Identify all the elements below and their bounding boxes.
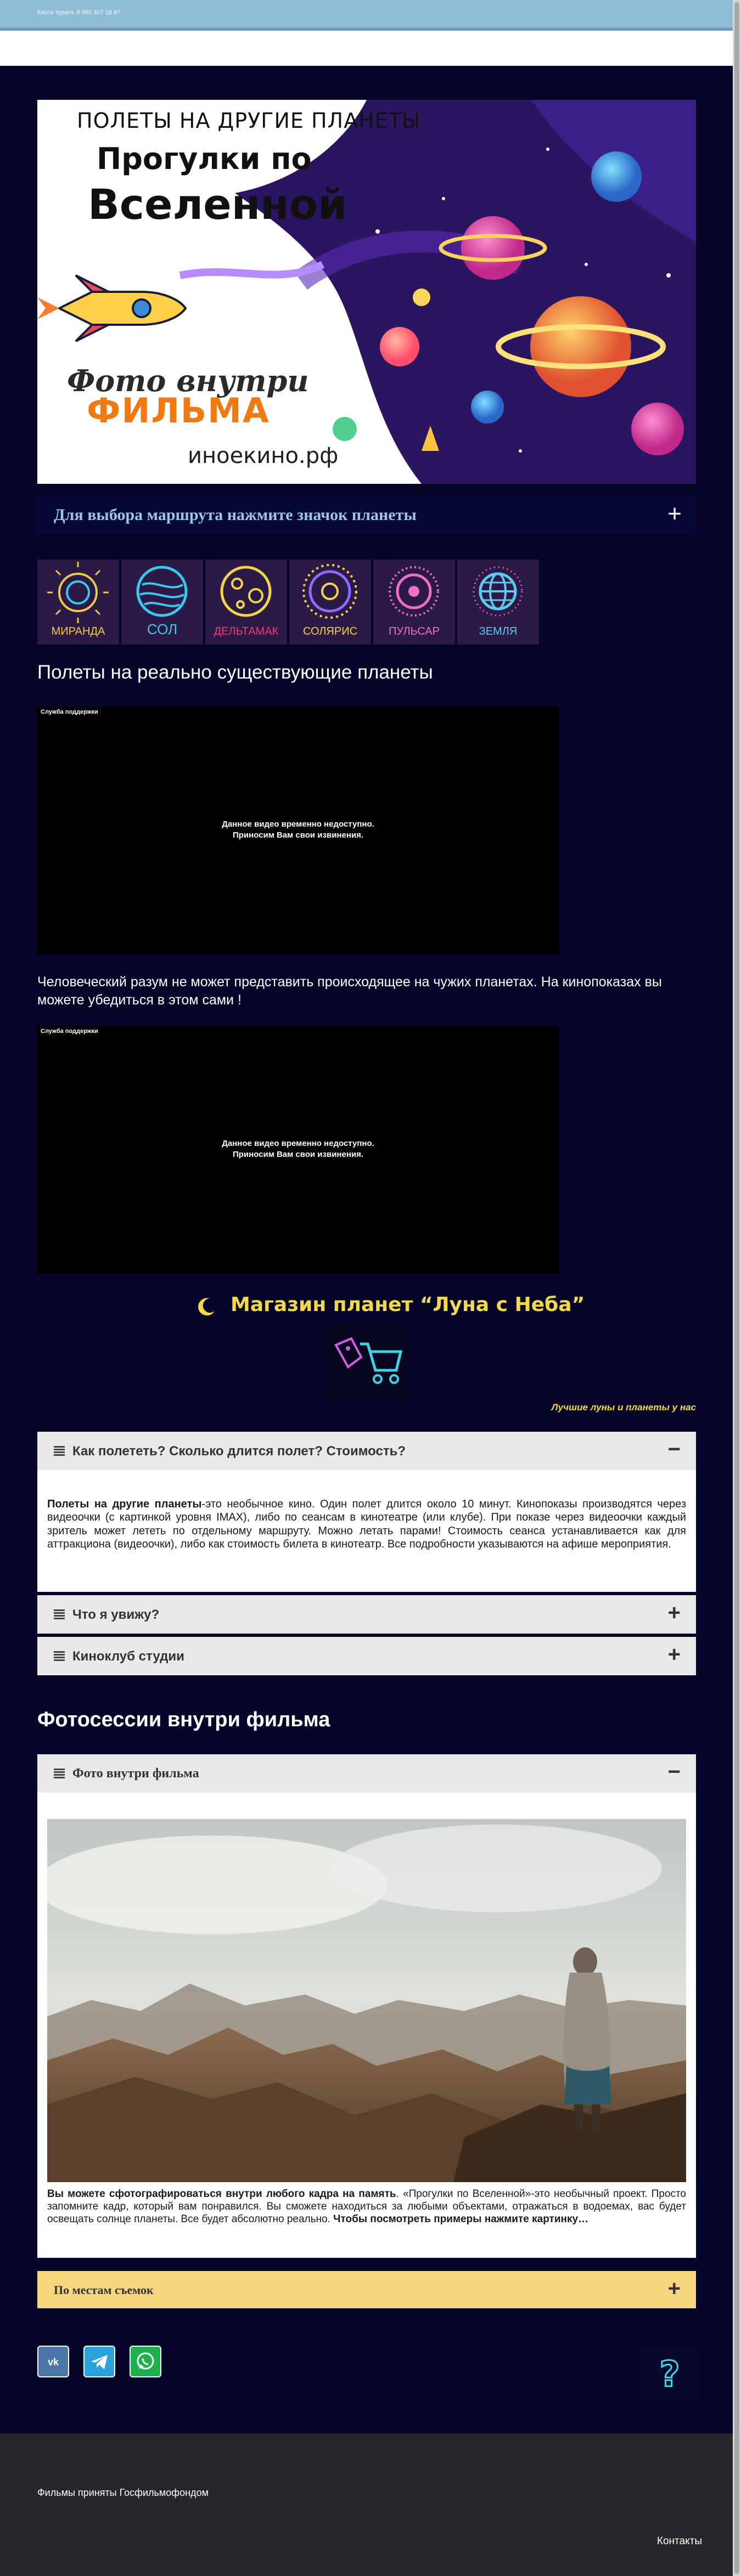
help-button[interactable] [642, 2347, 697, 2402]
video-player-2-line1: Данное видео временно недоступно. [222, 1139, 374, 1148]
planet-selector [37, 560, 537, 645]
planet-miranda-label: МИРАНДА [51, 625, 105, 637]
video-player-2-brand: Служба поддержки [41, 1028, 98, 1035]
photo-accordion-label: Фото внутри фильма [72, 1766, 199, 1781]
faq-accordion-3-header[interactable] [37, 1637, 696, 1675]
photo-accordion-text-bold2[interactable]: Чтобы посмотреть примеры нажмите картинку… [333, 2213, 589, 2225]
page-scrollbar[interactable] [733, 0, 741, 2576]
planet-zemlya-label: ЗЕМЛЯ [479, 625, 518, 637]
faq-accordion-2 [37, 1595, 696, 1634]
intro-text: Человеческий разум не может представить происходящее на чужих планетах. На кинопоказах вы можете убедиться в этом сами ! [37, 974, 662, 1008]
planet-solaris-icon [289, 560, 371, 625]
photo-accordion-body [37, 1793, 696, 2258]
expand-plus-icon[interactable]: + [667, 2276, 681, 2301]
route-accordion-label: Для выбора маршрута нажмите значок планеты [54, 506, 417, 524]
shop-cart-link[interactable] [326, 1323, 407, 1401]
faq-accordion-1 [37, 1432, 696, 1592]
shop-caption: Лучшие луны и планеты у нас [551, 1402, 696, 1413]
top-bar [0, 0, 733, 31]
shooting-locations-accordion [37, 2271, 696, 2308]
top-bar-phone[interactable]: Касса турагн. 8 980 307 18 87 [37, 9, 121, 16]
footer [0, 2433, 733, 2576]
footer-contacts-link[interactable]: Контакты [656, 2535, 702, 2547]
route-accordion-header[interactable] [37, 496, 696, 534]
banner-domain: иноекино.рф [188, 443, 339, 468]
list-icon [54, 1445, 65, 1456]
planet-sol[interactable] [121, 560, 203, 645]
planet-sol-label: СОЛ [147, 621, 178, 637]
banner-title-line3: Вселенной [88, 180, 347, 229]
planet-deltamak[interactable] [205, 560, 287, 645]
video-player-2-message [37, 1138, 559, 1161]
shopping-cart-icon [326, 1323, 407, 1401]
list-icon [54, 1651, 65, 1662]
faq-accordion-1-header[interactable] [37, 1432, 696, 1470]
header-band [0, 31, 733, 66]
vk-icon [38, 2347, 68, 2376]
shooting-locations-header[interactable] [37, 2271, 696, 2308]
faq-accordion-2-header[interactable] [37, 1595, 696, 1634]
vk-link[interactable] [37, 2346, 69, 2377]
question-mark-icon [642, 2347, 697, 2402]
collapse-minus-icon[interactable]: − [667, 1760, 681, 1784]
photo-accordion-text [47, 2188, 686, 2226]
collapse-minus-icon[interactable]: − [667, 1437, 681, 1461]
banner-foto-text: Фото внутри [67, 363, 309, 398]
faq-accordion-2-label: Что я увижу? [72, 1607, 160, 1622]
faq-accordion-1-body [37, 1470, 696, 1592]
photo-section-title: Фотосессии внутри фильма [37, 1708, 330, 1731]
photo-accordion-text-rest: . «Прогулки по Вселенной»-это необычный проект. Просто запомните кадр, который вам понравился. Вы сможете находиться за любыми объектами, отражаться в водоемах, вас будет освещать солнце планеты. Все будет абсолютно реально. [47, 2188, 687, 2225]
photo-accordion-header[interactable] [37, 1754, 696, 1793]
expand-plus-icon[interactable]: + [667, 1601, 681, 1625]
banner-title-line1: ПОЛЕТЫ НА ДРУГИЕ ПЛАНЕТЫ [77, 109, 421, 133]
telegram-icon [85, 2347, 114, 2376]
shooting-locations-label: По местам съемок [54, 2283, 154, 2297]
planet-pulsar-label: ПУЛЬСАР [389, 625, 440, 637]
planet-solaris[interactable] [289, 560, 371, 645]
video-player-2-line2: Приносим Вам свои извинения. [232, 1150, 364, 1160]
list-icon [54, 1609, 65, 1620]
faq-accordion-1-label: Как полететь? Сколько длится полет? Стоимость? [72, 1444, 406, 1459]
planet-sol-icon [121, 560, 203, 625]
photo-accordion [37, 1754, 696, 2258]
video-player-1-line2: Приносим Вам свои извинения. [232, 831, 364, 840]
shop-title[interactable]: Магазин планет “Луна с Неба” [231, 1293, 585, 1316]
planet-pulsar-icon [373, 560, 455, 625]
planet-deltamak-label: ДЕЛЬТАМАК [214, 625, 279, 637]
planet-pulsar[interactable] [373, 560, 455, 645]
whatsapp-link[interactable] [130, 2346, 161, 2377]
video-player-1[interactable] [37, 707, 559, 954]
section-real-planets-title: Полеты на реально существующие планеты [37, 662, 433, 683]
planet-miranda-icon [37, 560, 119, 625]
svg-text:?: ? [659, 2354, 680, 2395]
footer-gosfilmofond-text: Фильмы приняты Госфильмофондом [37, 2487, 209, 2498]
scrollbar-thumb[interactable] [734, 2, 739, 2574]
svg-text:vk: vk [47, 2357, 59, 2368]
faq-accordion-3 [37, 1637, 696, 1675]
expand-plus-icon[interactable]: + [667, 1642, 681, 1667]
faq-accordion-1-text-rest: -это необычное кино. Один полет длится около 10 минут. Кинопоказы производятся через видеоочки (с картинкой уровня IMAX), либо по сеансам в кинотеатре (или клубе). При показе через видеоочки каждый зритель может лететь по отдельному маршруту. Можно летать парами! Стоимость сеанса устанавливается как для аттракциона (видеоочки), либо как стоимость билета в кинотеатр. Все подробности указываются на афише мероприятия. [47, 1498, 687, 1551]
faq-accordion-3-label: Киноклуб студии [72, 1649, 184, 1664]
banner-film-text: ФИЛЬМА [87, 391, 270, 431]
planet-deltamak-icon [205, 560, 287, 625]
telegram-link[interactable] [83, 2346, 115, 2377]
video-player-2[interactable] [37, 1026, 559, 1274]
banner-title-line2: Прогулки по [97, 142, 312, 176]
planet-zemlya[interactable] [457, 560, 539, 645]
video-player-1-message [37, 819, 559, 841]
faq-accordion-1-text [47, 1498, 686, 1551]
film-still-image [47, 1819, 686, 2182]
planet-zemlya-icon [457, 560, 539, 625]
expand-plus-icon[interactable]: + [667, 500, 682, 527]
planet-solaris-label: СОЛЯРИС [302, 625, 358, 637]
video-player-1-brand: Служба поддержки [41, 709, 98, 715]
film-still-photo[interactable] [47, 1819, 686, 2182]
list-icon [54, 1768, 65, 1779]
faq-accordion-1-text-bold: Полеты на другие планеты [47, 1498, 202, 1510]
hero-banner[interactable] [37, 100, 696, 484]
moon-icon [197, 1297, 216, 1317]
video-player-1-line1: Данное видео временно недоступно. [222, 820, 374, 829]
photo-accordion-text-bold1: Вы можете сфотографироваться внутри любого кадра на память [47, 2188, 396, 2200]
whatsapp-icon [131, 2347, 160, 2376]
planet-miranda[interactable] [37, 560, 119, 645]
